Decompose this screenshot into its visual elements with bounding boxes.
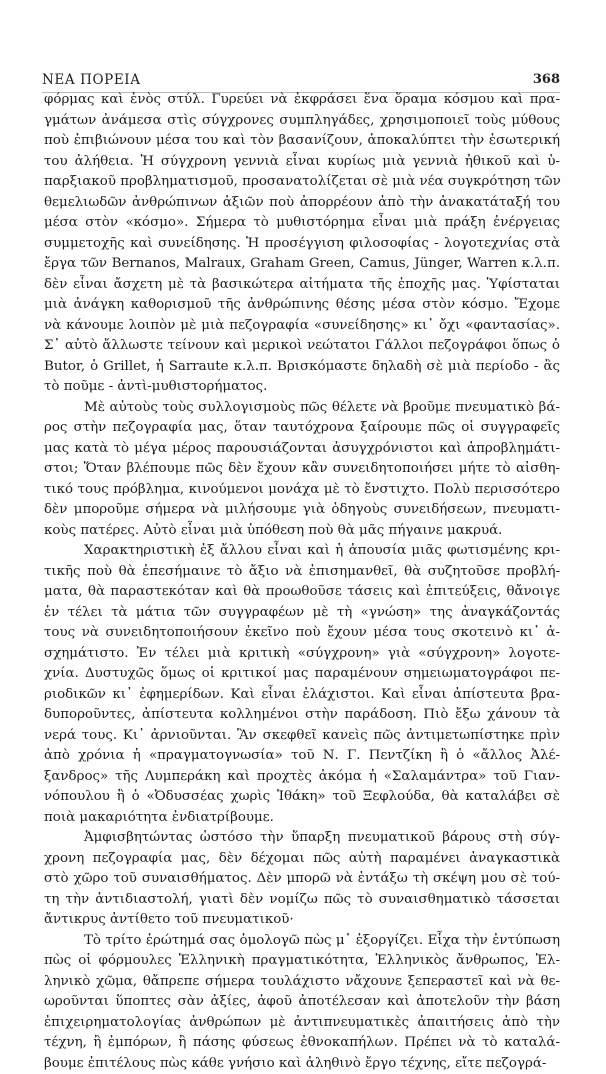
text-line: ποὺ ἐπιβιώνουν μέσα του καὶ τὸν βασανίζουν, ἀποκαλύπτει τὴν ἐσωτερική (44, 131, 560, 152)
text-line: συμμετοχῆς καὶ συνείδησης. Ἡ προσέγγιση φιλοσοφίας - λογοτεχνίας στὰ (44, 234, 560, 255)
paragraph (44, 398, 560, 542)
paragraph (44, 90, 560, 398)
text-line: Μὲ αὐτοὺς τοὺς συλλογισμοὺς πῶς θέλετε νὰ βροῦμε πνευματικὸ βά- (44, 398, 560, 419)
text-line: χρονη πεζογραφία μας, δὲν δέχομαι πῶς αὐτὴ παραμένει ἀναγκαστικὰ (44, 849, 560, 870)
text-line: Τὸ τρίτο ἐρώτημά σας ὁμολογῶ πὼς μ᾽ ἐξοργίζει. Εἶχα τὴν ἐντύπωση (44, 931, 560, 952)
text-line: ἔργα τῶν Bernanos, Malraux, Graham Green, Camus, Jünger, Warren κ.λ.π. (44, 254, 560, 275)
text-line: τικό τους πρόβλημα, κινούμενοι μονάχα μὲ τὸ ἔνστιχτο. Πολὺ περισσότερο (44, 480, 560, 501)
text-line: νόπουλου ἢ ὁ «Ὀδυσσέας χωρὶς Ἰθάκη» τοῦ Ξεφλούδα, θὰ καταλάβει σὲ (44, 787, 560, 808)
text-line: γμάτων ἀνάμεσα στὶς σύγχρονες συμπληγάδες, χρησιμοποιεῖ τοὺς μύθους (44, 111, 560, 132)
text-line: βουμε ἐπιτέλους πὼς κάθε γνήσιο καὶ ἀληθινὸ ἔργο τέχνης, εἴτε πεζογρά- (44, 1054, 560, 1074)
text-line: κοὺς πατέρες. Αὐτὸ εἶναι μιὰ ὑπόθεση ποὺ θὰ μᾶς πήγαινε μακρυά. (44, 521, 560, 542)
text-line: θεμελιωδῶν ἀνθρώπινων ἀξιῶν ποὺ ἀπορρέουν ἀπὸ τὴν ἀνακατάταξή του (44, 193, 560, 214)
text-line: ματα, θὰ παραστεκόταν καὶ θὰ προωθοῦσε τάσεις καὶ ἐπιτεύξεις, θἄνοιγε (44, 582, 560, 603)
text-line: μας κατὰ τὸ μέγα μέρος παρουσιάζονται ἀσυγχρόνιστοι καὶ ἀπροβλημάτι- (44, 439, 560, 460)
text-line: τέχνη, ἢ ἐμπόρων, ἢ πάσης φύσεως ἐθνοκαπήλων. Πρέπει νὰ τὸ καταλά- (44, 1033, 560, 1054)
paragraph (44, 828, 560, 931)
text-line: ἐν τέλει τὰ μάτια τῶν συγγραφέων μὲ τὴ «γνώση» της ἀναγκάζοντάς (44, 603, 560, 624)
text-line: πὼς οἱ φόρμουλες Ἑλληνικὴ πραγματικότητα, Ἑλληνικὸς ἄνθρωπος, Ἑλ- (44, 951, 560, 972)
text-line: ἄντικρυς ἀντίθετο τοῦ πνευματικοῦ· (44, 910, 560, 931)
text-line: του ἀλήθεια. Ἡ σύγχρονη γεννιὰ εἶναι κυρίως μιὰ γεννιὰ ἠθικοῦ καὶ ὑ- (44, 152, 560, 173)
text-line: τὸ ποῦμε - ἀντὶ-μυθιστορήματος. (44, 377, 560, 398)
text-line: ξανδρος» τῆς Λυμπεράκη καὶ προχτὲς ἀκόμα ἡ «Σαλαμάντρα» τοῦ Γιαν- (44, 767, 560, 788)
text-line: τικῆς ποὺ θὰ ἐπεσήμαινε τὸ ἄξιο νὰ ἐπισημανθεῖ, θὰ συζητοῦσε προβλή- (44, 562, 560, 583)
text-line: μέσα στὸν «κόσμο». Σήμερα τὸ μυθιστόρημα εἶναι μιὰ πράξη ἐνέργειας (44, 213, 560, 234)
text-line: δυποροῦντες, ἀπίστευτα κολλημένοι στὴν παράδοση. Πιὸ ἔξω χάνουν τὰ (44, 705, 560, 726)
text-line: ωροῦνται ὕποπτες σὰν ἀξίες, ἀφοῦ ἀποτέλεσαν καὶ ἀποτελοῦν τὴν βάση (44, 992, 560, 1013)
text-line: στοι; Ὅταν βλέπουμε πῶς δὲν ἔχουν κἂν συνειδητοποιήσει μήτε τὸ αἰσθη- (44, 459, 560, 480)
text-line: ἐπιχειρηματολογίας ἀνθρώπων μὲ ἀντιπνευματικὲς ἀπαιτήσεις ἀπὸ τὴν (44, 1013, 560, 1034)
text-line: δὲν εἶναι ἄσχετη μὲ τὰ βασικώτερα αἰτήματα τῆς ἐποχῆς μας. Ὑφίσταται (44, 275, 560, 296)
text-line: ἀπὸ χρόνια ἡ «πραγματογνωσία» τοῦ Ν. Γ. Πεντζίκη ἢ ὁ «ἄλλος Ἀλέ- (44, 746, 560, 767)
text-line: Χαρακτηριστικὴ ἐξ ἄλλου εἶναι καὶ ἡ ἀπουσία μιᾶς φωτισμένης κρι- (44, 541, 560, 562)
text-line: ποιὰ μακαριότητα ἐνδιατρίβουμε. (44, 808, 560, 829)
text-line: νὰ κάνουμε λοιπὸν μὲ μιὰ πεζογραφία «συνείδησης» κι᾽ ὄχι «φαντασίας». (44, 316, 560, 337)
text-line: χνία. Δυστυχῶς ὅμως οἱ κριτικοί μας παραμένουν σημειωματογράφοι πε- (44, 664, 560, 685)
text-line: σχημάτιστο. Ἐν τέλει μιὰ κριτικὴ «σύγχρονη» γιὰ «σύγχρονη» λογοτε- (44, 644, 560, 665)
text-line: δὲν μποροῦμε σήμερα νὰ μιλήσουμε γιὰ ὁδηγοὺς συνειδήσεων, πνευματι- (44, 500, 560, 521)
text-line: ληνικὸ χῶμα, θἄπρεπε σήμερα τουλάχιστο νἄχουνε ξεπεραστεῖ καὶ νὰ θε- (44, 972, 560, 993)
text-line: μιὰ ἀνάγκη καθορισμοῦ τῆς ἀνθρώπινης θέσης μέσα στὸν κόσμο. Ἔχομε (44, 295, 560, 316)
text-line: ριοδικῶν κι᾽ ἐφημερίδων. Καὶ εἶναι ἐλάχιστοι. Καὶ εἶναι ἀπίστευτα βρα- (44, 685, 560, 706)
text-line: Butor, ὁ Grillet, ἡ Sarraute κ.λ.π. Βρισκόμαστε δηλαδὴ σὲ μιὰ περίοδο - ἂς (44, 357, 560, 378)
text-line: ρος στὴν πεζογραφία μας, ὅταν ταυτόχρονα ξαίρουμε πῶς οἱ συγγραφεῖς (44, 418, 560, 439)
body-text (44, 90, 560, 1074)
text-line: τη τὴν ἀντιδιαστολή, γιατὶ δὲν νομίζω πῶς τὸ συναισθηματικὸ τάσσεται (44, 890, 560, 911)
text-line: στὸ χῶρο τοῦ συναισθήματος. Δὲν μπορῶ νὰ ἐντάξω τὴ σκέψη μου σὲ τού- (44, 869, 560, 890)
text-line: τους νὰ συνειδητοποιήσουν ἐκεῖνο ποὺ ἔχουν μέσα τους σκοτεινὸ κι᾽ ἀ- (44, 623, 560, 644)
text-line: παρξιακοῦ προβληματισμοῦ, προσανατολίζεται σὲ μιὰ νέα συγκρότηση τῶν (44, 172, 560, 193)
text-line: Ἀμφισβητώντας ὡστόσο τὴν ὕπαρξη πνευματικοῦ βάρους στὴ σύγ- (44, 828, 560, 849)
text-line: Σ᾽ αὐτὸ ἄλλωστε τείνουν καὶ μερικοὶ νεώτατοι Γάλλοι πεζογράφοι ὅπως ὁ (44, 336, 560, 357)
running-title: ΝΕΑ ΠΟΡΕΙΑ (42, 72, 141, 88)
text-line: φόρμας καὶ ἑνὸς στύλ. Γυρεύει νὰ ἐκφράσει ἕνα ὅραμα κόσμου καὶ πρα- (44, 90, 560, 111)
paragraph (44, 541, 560, 828)
page-number: 368 (533, 72, 560, 87)
paragraph (44, 931, 560, 1074)
text-line: νερά τους. Κι᾽ ἀρνιοῦνται. Ἂν σκεφθεῖ κανεὶς πῶς ἀντιμετωπίστηκε πρὶν (44, 726, 560, 747)
